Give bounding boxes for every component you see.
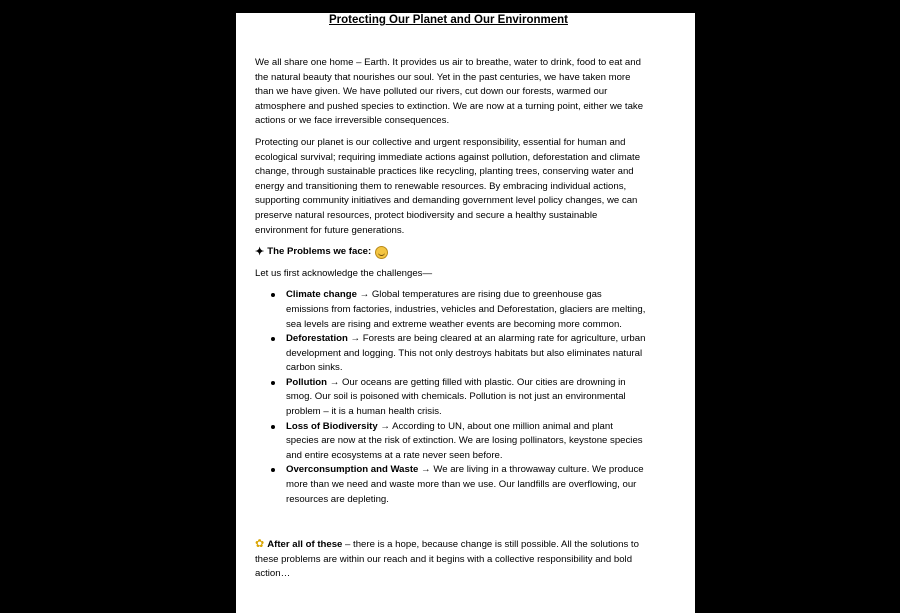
problem-text: → Global temperatures are rising due to greenhouse gas emissions from factories, industries, vehicles and Deforestation, glaciers are melting, sea levels are rising and extreme weather events are becoming more common. [286,289,646,330]
list-item [286,288,647,332]
problem-term: Deforestation [286,333,348,345]
problems-heading-text: The Problems we face: [267,246,372,258]
problems-heading [255,245,647,260]
problem-term: Overconsumption and Waste [286,464,419,476]
list-item [286,420,647,464]
sparkle-icon: ✦ [255,246,265,259]
hope-text: – there is a hope, because change is still possible. All the solutions to these problems are within our reach and it begins with a collective responsibility and bold action… [255,539,639,580]
list-item [286,463,647,507]
list-item [286,376,647,420]
document-title: Protecting Our Planet and Our Environment [329,14,568,26]
problems-intro: Let us first acknowledge the challenges— [255,267,433,279]
list-item [286,332,647,376]
responsibility-paragraph: Protecting our planet is our collective and urgent responsibility, essential for human and ecological survival; requiring immediate actions against pollution, deforestation and climate change, through sustainable practices like recycling, planting trees, conserving water and energy and transitioning them to renewable resources. By embracing individual actions, supporting community initiatives and demanding government level policy changes, we can preserve natural resources, protect biodiversity and secure a healthy sustainable environment for future generations. [255,136,641,236]
flower-icon: ✿ [255,538,265,551]
problem-term: Climate change [286,289,357,301]
document-body [255,56,647,589]
problem-text: → Forests are being cleared at an alarming rate for agriculture, urban development and logging. This not only destroys habitats but also eliminates natural carbon sinks. [286,333,646,374]
problem-text: → Our oceans are getting filled with plastic. Our cities are drowning in smog. Our soil is poisoned with chemicals. Pollution is not just an environmental problem – it is a human health crisis. [286,376,626,418]
problem-term: Loss of Biodiversity [286,420,378,432]
problems-list [255,288,647,507]
problem-text: → According to UN, about one million animal and plant species are now at the risk of extinction. We are losing pollinators, keystone species and entire ecosystems at a rate never seen before. [286,420,643,461]
problem-text: → We are living in a throwaway culture. We produce more than we need and waste more than we use. Our landfills are overflowing, our resources are depleting. [286,464,644,505]
hope-term: After all of these [267,539,343,551]
grimace-emoji-icon [375,246,388,259]
intro-paragraph: We all share one home – Earth. It provides us air to breathe, water to drink, food to eat and the natural beauty that nourishes our soul. Yet in the past centuries, we have taken more than we have given. We have polluted our rivers, cut down our forests, warmed our atmosphere and pushed species to extinction. We are now at a turning point, either we take actions or we face irreversible consequences. [255,57,644,127]
document-page [236,13,695,613]
hope-paragraph [255,537,647,582]
spacer [255,507,647,537]
problem-term: Pollution [286,376,328,388]
